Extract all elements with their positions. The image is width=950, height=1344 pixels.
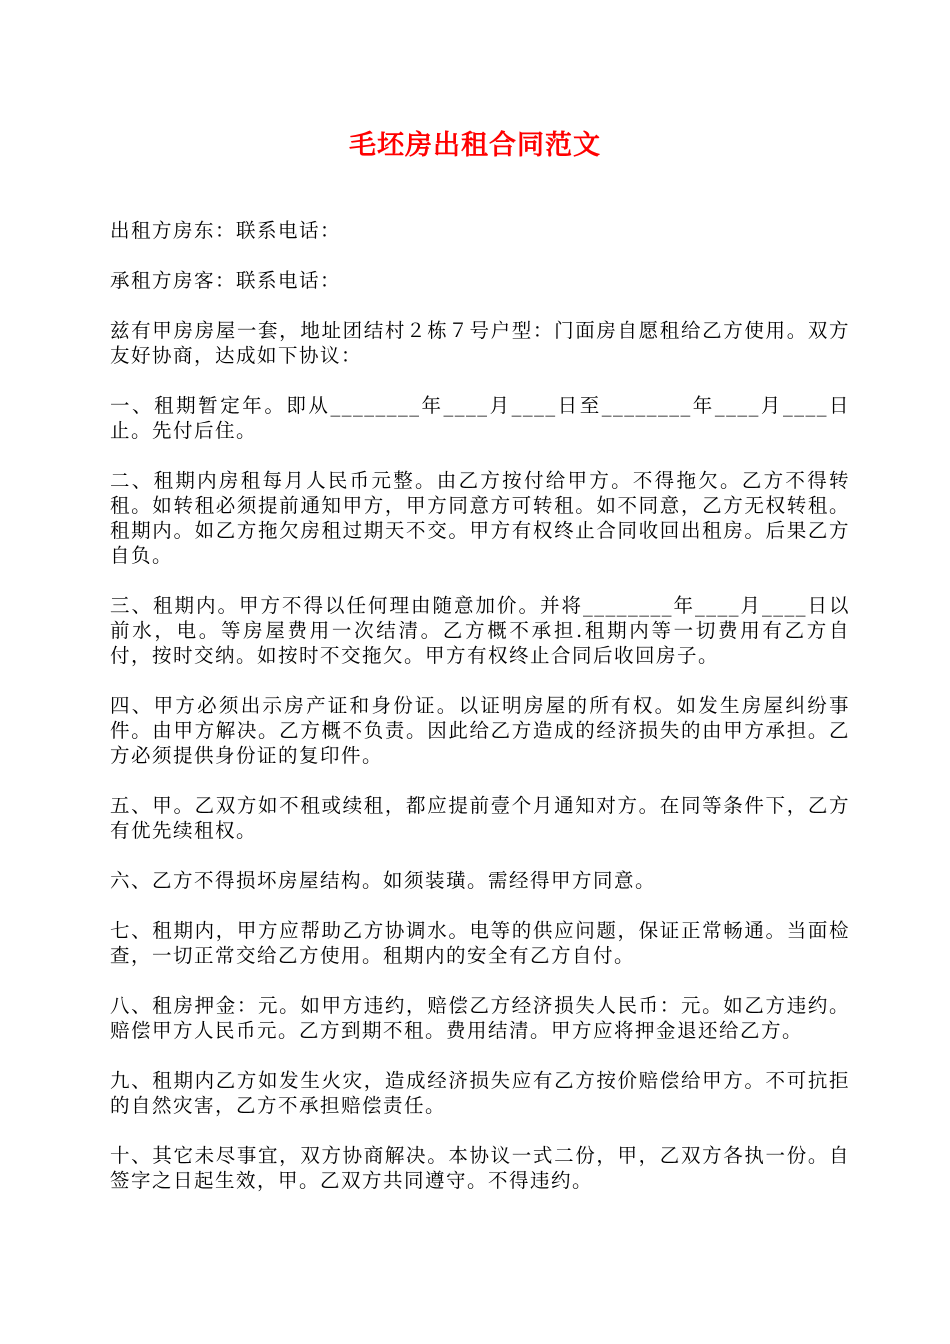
document-body [110, 218, 850, 1218]
lessee-line: 承租方房客：联系电话： [110, 269, 342, 292]
clause-5: 五、甲。乙双方如不租或续租，都应提前壹个月通知对方。在同等条件下，乙方有优先续租权。 [110, 794, 850, 842]
clause-2: 二、租期内房租每月人民币元整。由乙方按付给甲方。不得拖欠。乙方不得转租。如转租必须提前通知甲方，甲方同意方可转租。如不同意，乙方无权转租。租期内。如乙方拖欠房租过期天不交。甲方有权终止合同收回出租房。后果乙方自负。 [110, 469, 850, 567]
clause-8: 八、租房押金：元。如甲方违约，赔偿乙方经济损失人民币：元。如乙方违约。赔偿甲方人民币元。乙方到期不租。费用结清。甲方应将押金退还给乙方。 [110, 994, 850, 1042]
clause-6: 六、乙方不得损坏房屋结构。如须装璜。需经得甲方同意。 [110, 869, 657, 892]
lessor-line: 出租方房东：联系电话： [110, 219, 342, 242]
clause-4: 四、甲方必须出示房产证和身份证。以证明房屋的所有权。如发生房屋纠纷事件。由甲方解决。乙方概不负责。因此给乙方造成的经济损失的由甲方承担。乙方必须提供身份证的复印件。 [110, 694, 850, 767]
preamble-paragraph: 兹有甲房房屋一套，地址团结村２栋７号户型：门面房自愿租给乙方使用。双方友好协商，达成如下协议： [110, 319, 850, 367]
clause-9: 九、租期内乙方如发生火灾，造成经济损失应有乙方按价赔偿给甲方。不可抗拒的自然灾害，乙方不承担赔偿责任。 [110, 1069, 850, 1117]
clause-7: 七、租期内，甲方应帮助乙方协调水。电等的供应问题，保证正常畅通。当面检查，一切正常交给乙方使用。租期内的安全有乙方自付。 [110, 919, 850, 967]
clause-1: 一、租期暂定年。即从________年____月____日至________年____月____日止。先付后住。 [110, 394, 850, 442]
document-title: 毛坯房出租合同范文 [349, 130, 601, 161]
clause-10: 十、其它未尽事宜，双方协商解决。本协议一式二份，甲，乙双方各执一份。自签字之日起生效，甲。乙双方共同遵守。不得违约。 [110, 1144, 850, 1192]
clause-3: 三、租期内。甲方不得以任何理由随意加价。并将________年____月____日以前水，电。等房屋费用一次结清。乙方概不承担.租期内等一切费用有乙方自付，按时交纳。如按时不交拖欠。甲方有权终止合同后收回房子。 [110, 594, 850, 667]
